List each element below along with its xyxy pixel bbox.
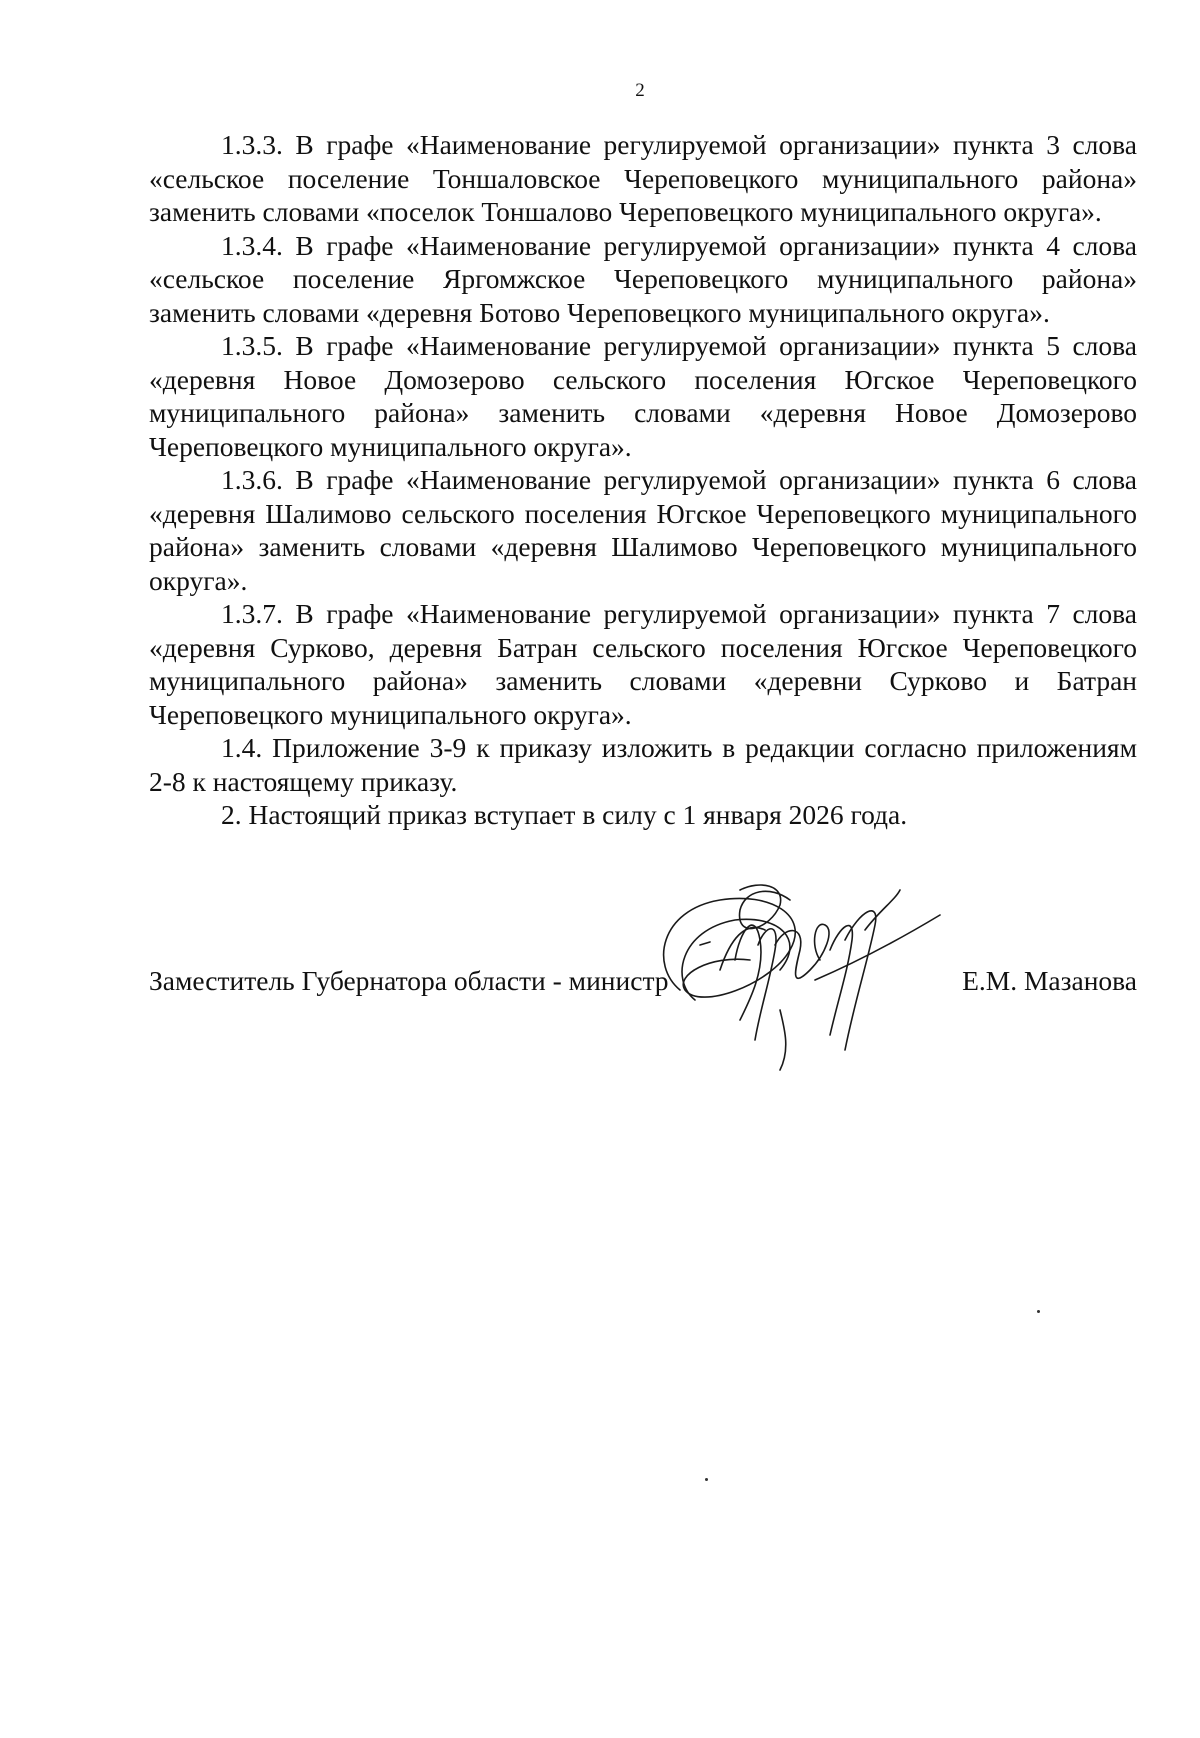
paragraph-1-3-3: 1.3.3. В графе «Наименование регулируемой организации» пункта 3 слова «сельское поселение Тоншаловское Череповецкого муниципального района» заменить словами «поселок Тоншалово Череповецкого муниципального округа». (149, 129, 1137, 227)
scan-speck (1037, 1310, 1040, 1313)
signatory-name: Е.М. Мазанова (962, 965, 1137, 996)
page-number: 2 (635, 80, 645, 101)
paragraph-1-3-4: 1.3.4. В графе «Наименование регулируемой организации» пункта 4 слова «сельское поселение Яргомжское Череповецкого муниципального района» заменить словами «деревня Ботово Череповецкого муниципального округа». (149, 229, 1137, 328)
paragraph-1-3-7: 1.3.7. В графе «Наименование регулируемой организации» пункта 7 слова «деревня Сурково, деревня Батран сельского поселения Югское Череповецкого муниципального района» заменить словами «деревни Сурково и Батран Череповецкого муниципального округа». (149, 598, 1137, 730)
signatory-position: Заместитель Губернатора области - министр (149, 965, 669, 996)
paragraph-1-3-5: 1.3.5. В графе «Наименование регулируемой организации» пункта 5 слова «деревня Новое Домозерово сельского поселения Югское Череповецкого муниципального района» заменить словами «деревня Новое Домозерово Череповецкого муниципального округа». (149, 330, 1137, 462)
document-body (149, 128, 1137, 832)
handwritten-signature (640, 870, 970, 1090)
scan-speck (705, 1478, 708, 1481)
paragraph-1-3-6: 1.3.6. В графе «Наименование регулируемой организации» пункта 6 слова «деревня Шалимово сельского поселения Югское Череповецкого муниципального района» заменить словами «деревня Шалимово Череповецкого муниципального округа». (149, 464, 1137, 596)
paragraph-2: 2. Настоящий приказ вступает в силу с 1 января 2026 года. (221, 799, 908, 830)
paragraph-1-4: 1.4. Приложение 3-9 к приказу изложить в редакции согласно приложениям 2-8 к настоящему приказу. (149, 732, 1137, 797)
